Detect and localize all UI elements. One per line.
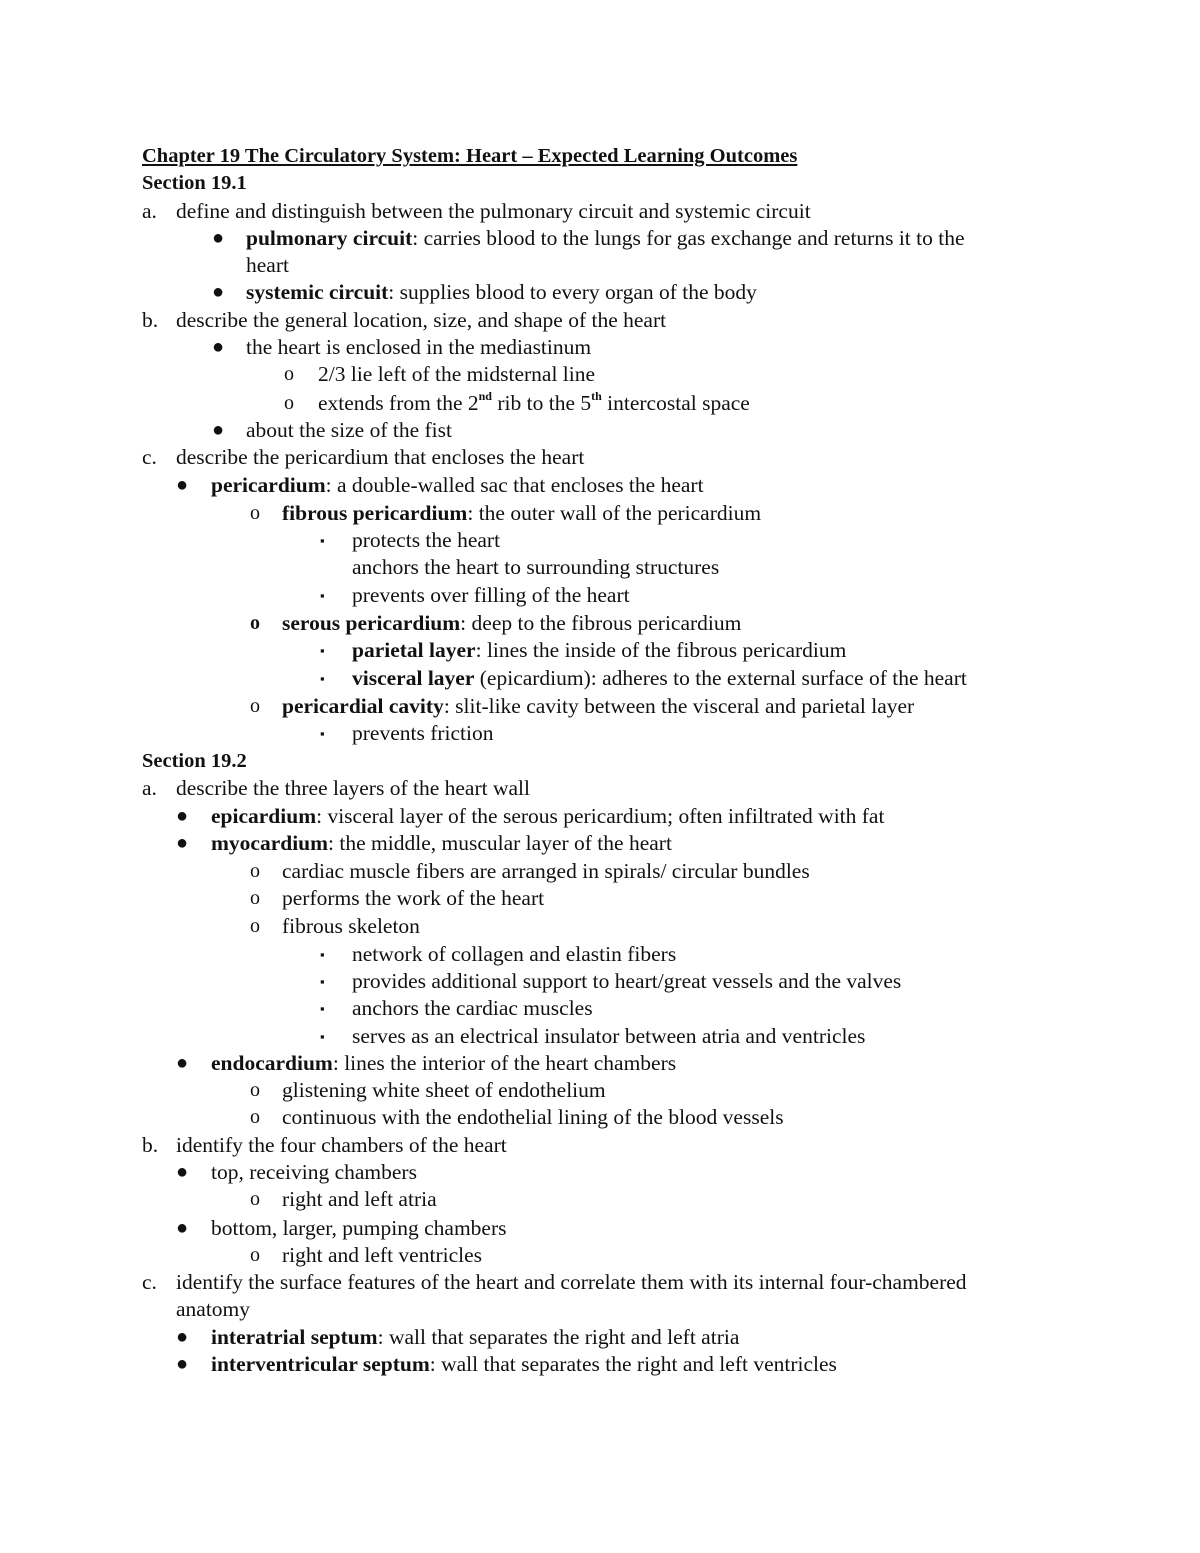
bold-term: fibrous pericardium bbox=[282, 500, 468, 525]
outline-line bbox=[142, 1296, 1142, 1323]
bullet-dot-icon: ● bbox=[212, 281, 225, 304]
text-segment: extends from the 2 bbox=[318, 390, 479, 415]
bullet-dot-icon: ● bbox=[212, 226, 225, 249]
line-text bbox=[352, 1023, 865, 1050]
line-text bbox=[211, 1324, 739, 1351]
definition-text: top, receiving chambers bbox=[211, 1159, 417, 1184]
bullet-square-icon: ▪ bbox=[320, 946, 325, 962]
line-text bbox=[176, 307, 666, 334]
line-text bbox=[176, 444, 584, 471]
definition-text: serves as an electrical insulator between atria and ventricles bbox=[352, 1023, 866, 1048]
definition-text: : deep to the fibrous pericardium bbox=[460, 611, 742, 636]
bullet-circle-icon: o bbox=[250, 887, 260, 910]
section-heading: Section 19.2 bbox=[142, 749, 247, 772]
bullet-square-icon: ▪ bbox=[320, 533, 325, 549]
line-text bbox=[211, 802, 884, 830]
bullet-circle-icon: o bbox=[250, 501, 260, 524]
definition-text: describe the three layers of the heart wall bbox=[176, 775, 530, 800]
bold-term: interatrial septum bbox=[211, 1324, 378, 1349]
outline-line bbox=[142, 830, 1142, 857]
outline-line bbox=[142, 968, 1142, 995]
list-letter-marker: c. bbox=[142, 1270, 157, 1295]
outline-line bbox=[142, 417, 1142, 444]
line-text bbox=[352, 665, 967, 692]
bullet-circle-icon: o bbox=[250, 1079, 260, 1102]
line-text bbox=[318, 361, 595, 388]
line-text bbox=[246, 334, 591, 361]
line-text bbox=[176, 1132, 507, 1159]
line-text bbox=[352, 968, 901, 995]
line-text bbox=[246, 417, 452, 444]
definition-text: network of collagen and elastin fibers bbox=[352, 941, 677, 966]
superscript: nd bbox=[478, 388, 492, 403]
definition-text: describe the pericardium that encloses the heart bbox=[176, 445, 585, 470]
outline-line bbox=[142, 885, 1142, 912]
line-text bbox=[246, 225, 965, 252]
list-letter-marker: a. bbox=[142, 198, 157, 223]
outline-line bbox=[142, 1104, 1142, 1131]
bullet-dot-icon: ● bbox=[176, 1160, 189, 1183]
definition-text: protects the heart bbox=[352, 528, 501, 553]
bullet-square-icon: ▪ bbox=[320, 973, 325, 989]
outline-line bbox=[142, 444, 1142, 471]
outline-line bbox=[142, 554, 1142, 581]
bullet-dot-icon: ● bbox=[176, 805, 189, 828]
definition-text: cardiac muscle fibers are arranged in spirals/ circular bundles bbox=[282, 858, 810, 883]
list-letter-marker: c. bbox=[142, 445, 157, 470]
definition-text: : wall that separates the right and left ventricles bbox=[429, 1352, 837, 1377]
definition-text: bottom, larger, pumping chambers bbox=[211, 1215, 507, 1240]
outline-line bbox=[142, 307, 1142, 334]
definition-text: prevents friction bbox=[352, 721, 494, 746]
line-text bbox=[352, 554, 719, 581]
outline-line bbox=[142, 775, 1142, 802]
bold-term: systemic circuit bbox=[246, 280, 389, 305]
outline-line bbox=[142, 1214, 1142, 1242]
definition-text: : carries blood to the lungs for gas exchange and returns it to the bbox=[412, 225, 965, 250]
bullet-square-icon: ▪ bbox=[320, 587, 325, 603]
line-text bbox=[352, 720, 494, 747]
outline-line bbox=[142, 1132, 1142, 1159]
outline-line bbox=[142, 665, 1142, 692]
definition-text: define and distinguish between the pulmonary circuit and systemic circuit bbox=[176, 198, 811, 223]
definition-text: provides additional support to heart/great vessels and the valves bbox=[352, 968, 902, 993]
bullet-circle-icon: o bbox=[250, 694, 260, 717]
definition-text: glistening white sheet of endothelium bbox=[282, 1078, 606, 1103]
outline-line bbox=[142, 225, 1142, 252]
line-text bbox=[352, 941, 676, 968]
line-text bbox=[282, 1104, 784, 1131]
definition-text: : the outer wall of the pericardium bbox=[467, 500, 762, 525]
bullet-circle-icon: o bbox=[284, 391, 294, 414]
outline-line bbox=[142, 1159, 1142, 1186]
outline-line bbox=[142, 361, 1142, 388]
list-letter-marker: b. bbox=[142, 307, 159, 332]
bold-term: endocardium bbox=[211, 1050, 333, 1075]
bold-term: pericardial cavity bbox=[282, 693, 444, 718]
definition-text: continuous with the endothelial lining of the blood vessels bbox=[282, 1105, 784, 1130]
bold-term: visceral layer bbox=[352, 665, 475, 690]
line-text bbox=[176, 198, 811, 225]
line-text bbox=[211, 1050, 676, 1077]
outline-line bbox=[142, 334, 1142, 361]
bullet-dot-icon: ● bbox=[176, 832, 189, 855]
outline-line bbox=[142, 499, 1142, 527]
line-text bbox=[352, 995, 593, 1022]
bold-term: myocardium bbox=[211, 831, 329, 856]
line-text bbox=[176, 1296, 250, 1323]
outline-line bbox=[142, 279, 1142, 306]
outline-line bbox=[142, 802, 1142, 830]
definition-text: : visceral layer of the serous pericardium; often infiltrated with fat bbox=[316, 804, 885, 829]
line-text bbox=[246, 279, 757, 306]
definition-text: : lines the interior of the heart chambers bbox=[332, 1050, 677, 1075]
bullet-dot-icon: ● bbox=[212, 418, 225, 441]
bullet-dot-icon: ● bbox=[176, 1051, 189, 1074]
outline-line bbox=[142, 1023, 1142, 1050]
definition-text: the heart is enclosed in the mediastinum bbox=[246, 335, 592, 360]
outline-line bbox=[142, 198, 1142, 225]
bold-term: epicardium bbox=[211, 804, 317, 829]
definition-text: right and left ventricles bbox=[282, 1242, 482, 1267]
bullet-dot-icon: ● bbox=[176, 1353, 189, 1376]
outline-line bbox=[142, 720, 1142, 747]
bullet-dot-icon: ● bbox=[212, 336, 225, 359]
bullet-circle-icon: o bbox=[250, 1243, 260, 1266]
definition-text: heart bbox=[246, 253, 289, 278]
line-text bbox=[211, 1159, 417, 1186]
definition-text: 2/3 lie left of the midsternal line bbox=[318, 362, 596, 387]
list-letter-marker: a. bbox=[142, 775, 157, 800]
outline-line bbox=[142, 527, 1142, 554]
outline-line bbox=[142, 1077, 1142, 1104]
outline-line bbox=[142, 582, 1142, 609]
line-text bbox=[282, 1186, 437, 1213]
line-text bbox=[282, 858, 810, 885]
line-text bbox=[176, 1269, 967, 1296]
definition-text: anchors the cardiac muscles bbox=[352, 996, 593, 1021]
outline-line bbox=[142, 252, 1142, 279]
outline-line bbox=[142, 1050, 1142, 1077]
bold-term: pericardium bbox=[211, 472, 326, 497]
bullet-dot-icon: ● bbox=[176, 1325, 189, 1348]
definition-text: : a double-walled sac that encloses the heart bbox=[325, 472, 704, 497]
bullet-circle-icon: o bbox=[250, 1188, 260, 1211]
definition-text: describe the general location, size, and shape of the heart bbox=[176, 307, 667, 332]
section-heading: Section 19.1 bbox=[142, 172, 247, 195]
superscript: th bbox=[591, 388, 602, 403]
outline-line bbox=[142, 389, 1142, 417]
outline-line bbox=[142, 637, 1142, 664]
line-text bbox=[282, 1077, 606, 1104]
bullet-circle-icon: o bbox=[250, 1106, 260, 1129]
definition-text: identify the surface features of the heart and correlate them with its internal four-chambered bbox=[176, 1270, 967, 1295]
line-text bbox=[352, 582, 630, 609]
outline-line bbox=[142, 1269, 1142, 1296]
bullet-circle-icon: o bbox=[250, 915, 260, 938]
line-text bbox=[282, 912, 420, 940]
bullet-circle-icon: o bbox=[284, 363, 294, 386]
outline-line bbox=[142, 609, 1142, 637]
outline-line bbox=[142, 995, 1142, 1022]
line-text bbox=[318, 389, 750, 417]
text-segment: intercostal space bbox=[601, 390, 750, 415]
definition-text: (epicardium): adheres to the external surface of the heart bbox=[474, 665, 967, 690]
line-text bbox=[246, 252, 289, 279]
outline-line bbox=[142, 1351, 1142, 1378]
bold-term: pulmonary circuit bbox=[246, 225, 413, 250]
bullet-square-icon: ▪ bbox=[320, 1028, 325, 1044]
definition-text: fibrous skeleton bbox=[282, 914, 420, 939]
line-text bbox=[282, 885, 544, 912]
definition-text: anchors the heart to surrounding structures bbox=[352, 555, 720, 580]
bullet-circle-icon: o bbox=[250, 612, 260, 635]
definition-text: : slit-like cavity between the visceral and parietal layer bbox=[443, 693, 915, 718]
line-text bbox=[176, 775, 530, 802]
definition-text: : lines the inside of the fibrous pericardium bbox=[475, 638, 847, 663]
outline-line bbox=[142, 912, 1142, 940]
line-text bbox=[211, 1351, 837, 1378]
line-text bbox=[352, 637, 846, 664]
bullet-square-icon: ▪ bbox=[320, 726, 325, 742]
outline-line bbox=[142, 472, 1142, 499]
outline-line bbox=[142, 858, 1142, 885]
bullet-square-icon: ▪ bbox=[320, 1001, 325, 1017]
line-text bbox=[352, 527, 500, 554]
line-text bbox=[282, 692, 914, 720]
text-segment: rib to the 5 bbox=[491, 390, 592, 415]
line-text bbox=[211, 1214, 507, 1242]
bold-term: serous pericardium bbox=[282, 611, 461, 636]
line-text bbox=[211, 830, 672, 857]
bullet-dot-icon: ● bbox=[176, 473, 189, 496]
bullet-circle-icon: o bbox=[250, 859, 260, 882]
document-page bbox=[142, 143, 1142, 1378]
definition-text: anatomy bbox=[176, 1297, 251, 1322]
definition-text: identify the four chambers of the heart bbox=[176, 1132, 507, 1157]
definition-text: : wall that separates the right and left atria bbox=[377, 1324, 740, 1349]
page-title: Chapter 19 The Circulatory System: Heart – Expected Learning Outcomes bbox=[142, 145, 798, 167]
bullet-square-icon: ▪ bbox=[320, 670, 325, 686]
bold-term: parietal layer bbox=[352, 638, 476, 663]
bold-term: interventricular septum bbox=[211, 1352, 430, 1377]
definition-text: : supplies blood to every organ of the body bbox=[388, 280, 757, 305]
definition-text: performs the work of the heart bbox=[282, 886, 545, 911]
line-text bbox=[282, 1242, 482, 1269]
list-letter-marker: b. bbox=[142, 1132, 159, 1157]
outline-line bbox=[142, 692, 1142, 720]
definition-text: : the middle, muscular layer of the heart bbox=[328, 831, 672, 856]
line-text bbox=[211, 472, 704, 499]
definition-text: about the size of the fist bbox=[246, 417, 452, 442]
outline-line bbox=[142, 941, 1142, 968]
definition-text: prevents over filling of the heart bbox=[352, 582, 630, 607]
bullet-square-icon: ▪ bbox=[320, 643, 325, 659]
bullet-dot-icon: ● bbox=[176, 1216, 189, 1239]
outline-line bbox=[142, 1242, 1142, 1269]
line-text bbox=[282, 609, 741, 637]
line-text bbox=[282, 499, 761, 527]
outline-line bbox=[142, 1186, 1142, 1213]
definition-text: right and left atria bbox=[282, 1187, 437, 1212]
outline-line bbox=[142, 1324, 1142, 1351]
outline-list bbox=[142, 170, 1142, 1378]
